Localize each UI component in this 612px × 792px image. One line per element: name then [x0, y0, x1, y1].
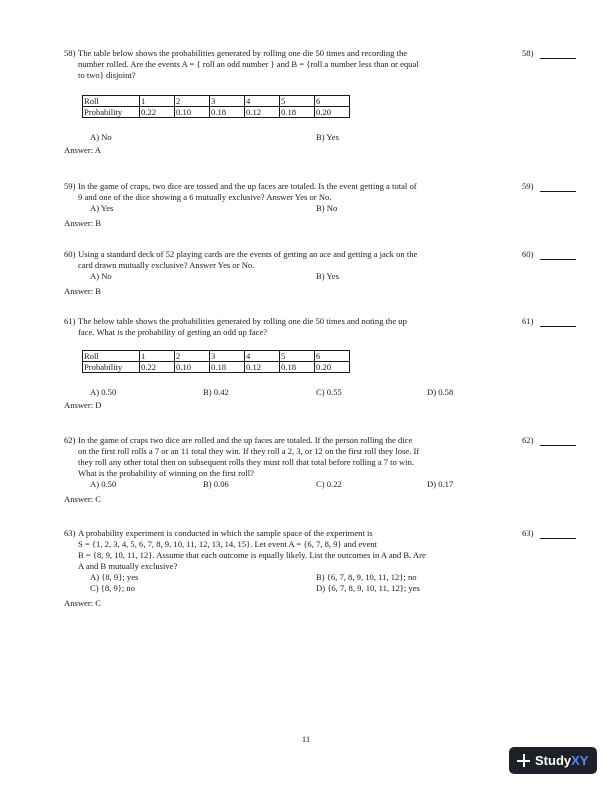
- question-62: [64, 435, 514, 505]
- choice-d[interactable]: D) 0.58: [427, 387, 454, 397]
- table-cell: 1: [140, 96, 175, 107]
- brand-logo: [535, 747, 588, 774]
- table-cell: 3: [210, 351, 245, 362]
- choice-a[interactable]: A) Yes: [90, 203, 114, 213]
- question-61: [64, 316, 514, 411]
- choice-b[interactable]: B) {6, 7, 8, 9, 10, 11, 12}; no: [316, 572, 417, 582]
- answer-text: Answer: A: [64, 145, 101, 155]
- choice-c[interactable]: C) 0.55: [316, 387, 342, 397]
- question-text-line: number rolled. Are the events A = { roll an odd number } and B = {roll a number less than or equal: [78, 59, 419, 69]
- answer-choices: [78, 583, 514, 594]
- blank-number: 62): [522, 435, 534, 445]
- page-number: 11: [301, 734, 311, 744]
- answer-line[interactable]: [540, 326, 576, 327]
- question-text-line: B = {8, 9, 10, 11, 12}. Assume that each outcome is equally likely. List the outcomes in A and B. Are: [78, 550, 426, 560]
- answer-choices: [78, 132, 514, 143]
- probability-table: [82, 350, 350, 373]
- table-cell: 0.18: [280, 362, 315, 373]
- question-text-line: S = {1, 2, 3, 4, 5, 6, 7, 8, 9, 10, 11, 12, 13, 14, 15}. Let event A = {6, 7, 8, 9} and event: [78, 539, 377, 549]
- choice-c[interactable]: C) {8, 9}; no: [90, 583, 136, 593]
- plus-icon: [517, 754, 530, 767]
- answer-choices: [78, 479, 514, 490]
- answer-choices: [78, 271, 514, 282]
- question-text-line: on the first roll rolls a 7 or an 11 total they win. If they roll a 2, 3, or 12 on the first roll they lose. If: [78, 446, 420, 456]
- table-cell: Roll: [83, 351, 140, 362]
- table-cell: 0.20: [315, 107, 350, 118]
- question-text-line: they roll any other total then on subsequent rolls they must roll that total before rolling a 7 to win.: [78, 457, 415, 467]
- choice-d[interactable]: D) 0.17: [427, 479, 454, 489]
- choice-b[interactable]: B) No: [316, 203, 338, 213]
- answer-line[interactable]: [540, 191, 576, 192]
- table-cell: 0.22: [140, 107, 175, 118]
- table-cell: 3: [210, 96, 245, 107]
- table-cell: 0.12: [245, 362, 280, 373]
- table-cell: 4: [245, 351, 280, 362]
- question-63: [64, 528, 514, 609]
- question-text-line: to two} disjoint?: [78, 70, 136, 80]
- question-number: 62): [64, 435, 76, 445]
- table-cell: 0.10: [175, 362, 210, 373]
- question-text-line: In the game of craps, two dice are tossed and the up faces are totaled. Is the event getting a total of: [78, 181, 417, 191]
- answer-line[interactable]: [540, 259, 576, 260]
- question-text-line: A probability experiment is conducted in which the sample space of the experiment is: [78, 528, 373, 538]
- question-number: 60): [64, 249, 76, 259]
- table-cell: 1: [140, 351, 175, 362]
- table-cell: Probability: [83, 362, 140, 373]
- answer-text: Answer: C: [64, 494, 101, 504]
- table-cell: Roll: [83, 96, 140, 107]
- studyxy-badge[interactable]: [509, 747, 597, 774]
- table-cell: 0.22: [140, 362, 175, 373]
- table-cell: 2: [175, 351, 210, 362]
- question-number: 61): [64, 316, 76, 326]
- answer-line[interactable]: [540, 58, 576, 59]
- table-cell: 0.20: [315, 362, 350, 373]
- table-cell: 4: [245, 96, 280, 107]
- table-cell: 0.18: [210, 362, 245, 373]
- blank-number: 59): [522, 181, 534, 191]
- choice-b[interactable]: B) 0.42: [203, 387, 229, 397]
- brand-main: Study: [535, 753, 572, 768]
- question-text-line: Using a standard deck of 52 playing cards are the events of getting an ace and getting a jack on the: [78, 249, 418, 259]
- choice-a[interactable]: A) {8, 9}; yes: [90, 572, 139, 582]
- table-cell: 6: [315, 96, 350, 107]
- table-cell: 0.10: [175, 107, 210, 118]
- table-cell: 2: [175, 96, 210, 107]
- question-text-line: card drawn mutually exclusive? Answer Yes or No.: [78, 260, 255, 270]
- question-text-line: The below table shows the probabilities generated by rolling one die 50 times and noting the up: [78, 316, 407, 326]
- choice-a[interactable]: A) 0.50: [90, 387, 117, 397]
- answer-choices: [78, 572, 514, 583]
- question-number: 63): [64, 528, 76, 538]
- question-text-line: The table below shows the probabilities generated by rolling one die 50 times and recording the: [78, 48, 408, 58]
- table-header-row: [83, 96, 350, 107]
- question-text-line: face. What is the probability of getting an odd up face?: [78, 327, 268, 337]
- choice-b[interactable]: B) 0.06: [203, 479, 229, 489]
- answer-line[interactable]: [540, 445, 576, 446]
- blank-number: 58): [522, 48, 534, 58]
- table-header-row: [83, 351, 350, 362]
- table-cell: 0.18: [210, 107, 245, 118]
- table-cell: 5: [280, 351, 315, 362]
- answer-choices: [78, 387, 514, 398]
- answer-choices: [78, 203, 514, 214]
- question-60: [64, 249, 514, 297]
- question-text-line: 9 and one of the dice showing a 6 mutually exclusive? Answer Yes or No.: [78, 192, 332, 202]
- choice-a[interactable]: A) 0.50: [90, 479, 117, 489]
- brand-accent: XY: [571, 753, 589, 768]
- question-text-line: A and B mutually exclusive?: [78, 561, 178, 571]
- choice-d[interactable]: D) {6, 7, 8, 9, 10, 11, 12}; yes: [316, 583, 420, 593]
- choice-b[interactable]: B) Yes: [316, 271, 339, 281]
- choice-a[interactable]: A) No: [90, 132, 112, 142]
- table-row: [83, 362, 350, 373]
- blank-number: 61): [522, 316, 534, 326]
- choice-b[interactable]: B) Yes: [316, 132, 339, 142]
- answer-text: Answer: B: [64, 286, 101, 296]
- table-cell: 6: [315, 351, 350, 362]
- question-number: 59): [64, 181, 76, 191]
- probability-table: [82, 95, 350, 118]
- answer-line[interactable]: [540, 538, 576, 539]
- question-59: [64, 181, 514, 229]
- table-cell: 5: [280, 96, 315, 107]
- choice-a[interactable]: A) No: [90, 271, 112, 281]
- table-cell: Probability: [83, 107, 140, 118]
- question-58: [64, 48, 514, 156]
- blank-number: 63): [522, 528, 534, 538]
- question-number: 58): [64, 48, 76, 58]
- table-row: [83, 107, 350, 118]
- question-text-line: In the game of craps two dice are rolled and the up faces are totaled. If the person rolling the dice: [78, 435, 413, 445]
- answer-text: Answer: D: [64, 400, 102, 410]
- table-cell: 0.12: [245, 107, 280, 118]
- answer-text: Answer: C: [64, 598, 101, 608]
- choice-c[interactable]: C) 0.22: [316, 479, 342, 489]
- question-text-line: What is the probability of winning on the first roll?: [78, 468, 254, 478]
- blank-number: 60): [522, 249, 534, 259]
- answer-text: Answer: B: [64, 218, 101, 228]
- table-cell: 0.18: [280, 107, 315, 118]
